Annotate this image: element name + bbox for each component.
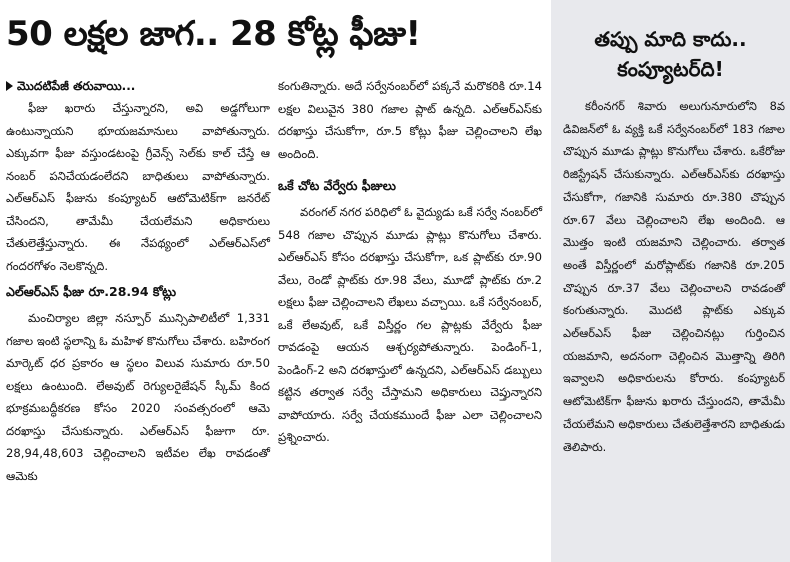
column2-paragraph-2: వరంగల్ నగర పరిధిలో ఓ వైద్యుడు ఒకే సర్వే నంబర్‌లో 548 గజాల చొప్పున మూడు ప్లాట్లు కొనుగోలు చేశారు. ఎల్ఆర్ఎస్ కోసం దరఖాస్తు చేసుకోగా, ఒక ప్లాట్‌కు రూ.90 వేలు, రెండో ప్లాట్‌కు రూ.98 వేలు, మూడో ప్లాట్‌కు రూ.2 లక్షలు ఫీజు చెల్లించాలని లేఖలు వచ్చాయి. ఒకే సర్వేనంబర్, ఒకే లేఅవుట్, ఒకే విస్తీర్ణం గల ప్లాట్లకు వేర్వేరు ఫీజు రావడంపై ఆయన ఆశ్చర్యపోతున్నారు. పెండింగ్-1, పెండింగ్-2 అని దరఖాస్తులో ఉన్నదని, ఎల్ఆర్ఎస్ డబ్బులు కట్టిన తర్వాత సర్వే చేస్తామని అధికారులు చెప్తున్నారని వాపోయారు. సర్వే చేయకముందే ఫీజు ఎలా చెల్లించాలని ప్రశ్నించారు. (278, 205, 542, 444)
subheading-lrs-fee: ఎల్ఆర్ఎస్ ఫీజు రూ.28.94 కోట్లు (6, 284, 177, 299)
column1-paragraph-1: ఫీజు ఖరారు చేస్తున్నారని, అవి అడ్డగోలుగా ఉంటున్నాయని భూయజమానులు వాపోతున్నారు. ఎక్కువగా ఫీజు వస్తుండటంపై గ్రీవెన్స్ సెల్‌కు కాల్ చేస్తే ఆ నంబర్ పనిచేయడంలేదని బాధితులు వాపోతున్నారు. ఎల్ఆర్ఎస్ ఫీజును కంప్యూటర్ ఆటోమెటిక్‌గా జనరేట్ చేసిందని, తామేమీ చేయలేమని అధికారులు చేతులెత్తేస్తున్నారు. ఈ నేపథ్యంలో ఎల్ఆర్ఎస్‌లో గందరగోళం నెలకొన్నది. (6, 101, 270, 273)
headline: 50 లక్షల జాగ.. 28 కోట్ల ఫీజు! (6, 14, 421, 54)
sidebar-paragraph: కరీంనగర్ శివారు అలుగునూరులోని 8వ డివిజన్‌లో ఓ వ్యక్తి ఒకే సర్వేనంబర్‌లో 183 గజాల చొప్పున మూడు ప్లాట్లు కొనుగోలు చేశారు. ఒకేరోజు రిజిస్ట్రేషన్ చేసుకున్నారు. ఎల్ఆర్ఎస్‌కు దరఖాస్తు చేసుకోగా, గజానికి సుమారు రూ.380 చొప్పున రూ.67 వేలు చెల్లించాలని లేఖ అందింది. ఆ మొత్తం ఇంటి యజమాని చెల్లించారు. తర్వాత అంతే విస్తీర్ణంలో మరోప్లాట్‌కు గజానికి రూ.205 చొప్పున రూ.37 వేలు చెల్లించాలని రావడంతో కంగుతున్నారు. మొదటి ప్లాట్‌కు ఎక్కువ ఎల్ఆర్ఎస్ ఫీజు చెల్లించినట్లు గుర్తించిన యజమాని, అదనంగా చెల్లించిన మొత్తాన్ని తిరిగి ఇవ్వాలని అధికారులను కోరారు. కంప్యూటర్ ఆటోమెటిక్‌గా ఫీజును ఖరారు చేస్తుందని, తామేమీ చేయలేమని అధికారులు చేతులెత్తేశారని బాధితుడు తెలిపారు. (563, 99, 785, 454)
subheading-different-fees: ఒకే చోట వేర్వేరు ఫీజులు (278, 178, 396, 193)
triangle-arrow-icon (6, 81, 13, 91)
sidebar-body (563, 95, 785, 458)
sidebar-title (551, 24, 790, 84)
continuation-kicker (6, 75, 270, 97)
sidebar-title-line-1: తప్పు మాది కాదు.. (594, 27, 747, 51)
sidebar-title-line-2: కంప్యూటర్‌ది! (617, 57, 724, 81)
article-column-1 (6, 75, 270, 487)
column1-paragraph-2: మంచిర్యాల జిల్లా నస్పూర్ మున్సిపాలిటీలో 1,331 గజాల ఇంటి స్థలాన్ని ఓ మహిళ కొనుగోలు చేశారు. బహిరంగ మార్కెట్ ధర ప్రకారం ఆ స్థలం విలువ సుమారు రూ.50 లక్షలు ఉంటుంది. లేఅవుట్ రెగ్యులరైజేషన్ స్కీమ్ కింద భూక్రమబద్ధీకరణ కోసం 2020 సంవత్సరంలో ఆమె దరఖాస్తు చేసుకున్నారు. ఎల్ఆర్ఎస్ ఫీజుగా రూ. 28,94,48,603 చెల్లించాలని ఇటీవల లేఖ రావడంతో ఆమెకు (6, 311, 270, 483)
column2-paragraph-1: కంగుతిన్నారు. అదే సర్వేనంబర్‌లో పక్కనే మరొకరికి రూ.14 లక్షల విలువైన 380 గజాల ప్లాట్ ఉన్నది. ఎల్ఆర్ఎస్‌కు దరఖాస్తు చేసుకోగా, రూ.5 కోట్లు ఫీజు చెల్లించాలని లేఖ అందింది. (278, 79, 542, 161)
kicker-text: మొదటిపేజీ తరువాయి... (17, 79, 136, 93)
article-column-2 (278, 75, 542, 449)
sidebar-box (551, 0, 790, 562)
